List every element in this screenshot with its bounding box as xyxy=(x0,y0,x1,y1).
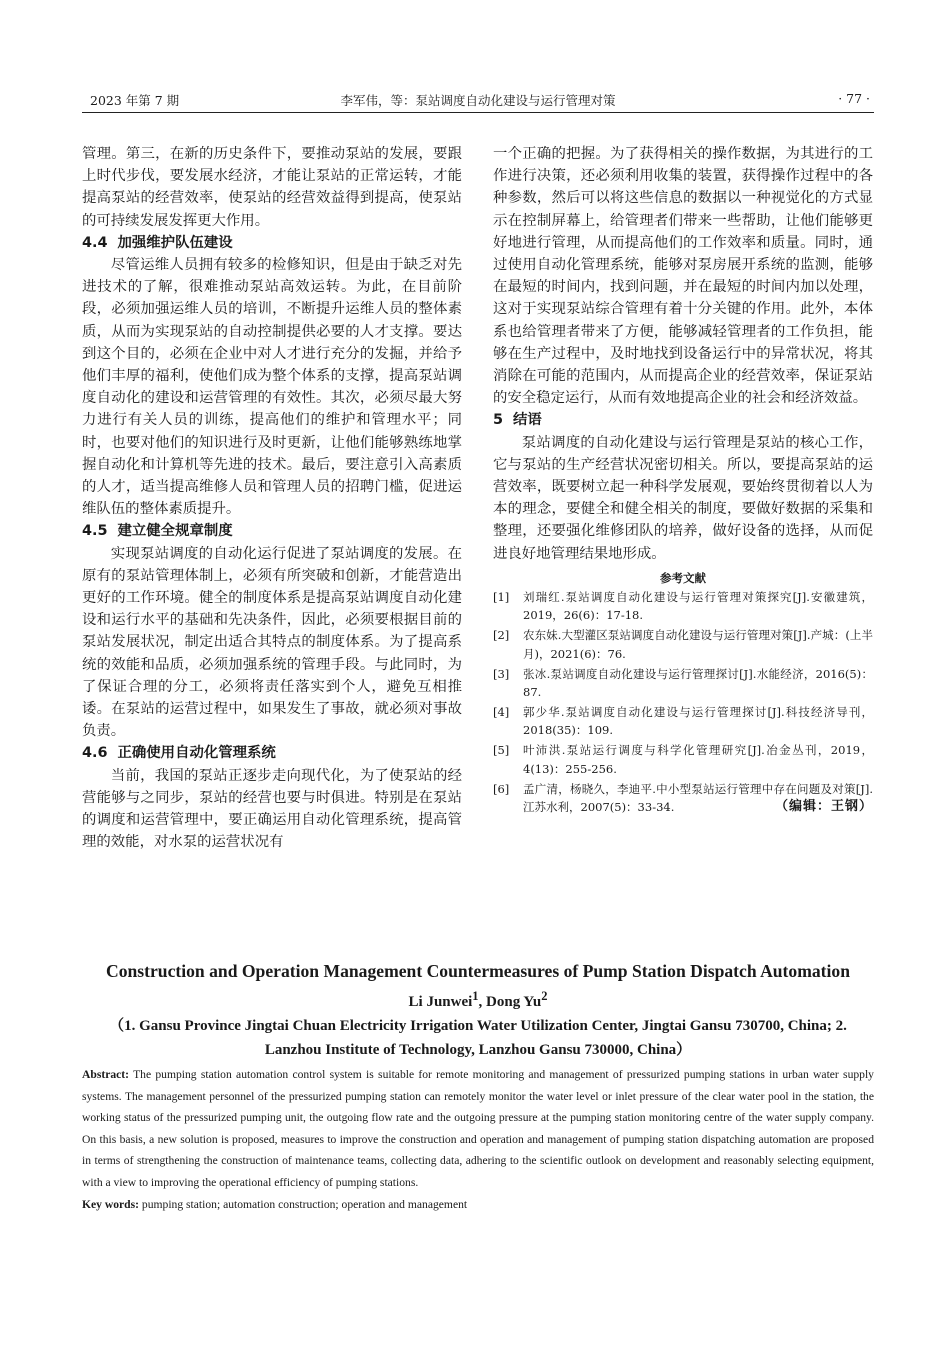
issue-label: 2023 年第 7 期 xyxy=(90,93,180,108)
section-heading-4-5 xyxy=(82,520,462,542)
author-separator: , xyxy=(478,994,487,1010)
english-authors xyxy=(82,984,874,1014)
abstract-text: The pumping station automation control system is suitable for remote monitoring and management of pressurized pumping stations in urban water supply systems. The management personnel of the pressurized pumping station can remotely monitor the water level or inlet pressure of the clear water pool in the station, the working status of the pressurized pumping unit, the outgoing flow rate and the outgoing pressure at the pumping station monitoring centre of the water supply company. On this basis, a new solution is proposed, measures to improve the construction and operation and management of pumping station dispatching automation are proposed in terms of strengthening the construction of maintenance teams, collecting data, adhering to the scientific outlook on development and reasonably selecting equipment, with a view to improving the operational efficiency of pumping stations. xyxy=(82,1068,874,1189)
paragraph: 尽管运维人员拥有较多的检修知识，但是由于缺乏对先进技术的了解，很难推动泵站高效运转。为此，在目前阶段，必须加强运维人员的培训，不断提升运维人员的整体素质，从而为实现泵站的自动控制提供必要的人才支撑。要达到这个目的，必须在企业中对人才进行充分的发掘，并给予他们丰厚的福利，使他们成为整个体系的支撑，提高泵站调度自动化的建设和运营管理的有效性。其次，必须尽最大努力进行有关人员的训练，提高他们的维护和管理水平；同时，也要对他们的知识进行及时更新，让他们能够熟练地掌握自动化和计算机等先进的技术。最后，要注意引入高素质的人才，适当提高维修人员和管理人员的招聘门槛，促进运维队伍的整体素质提升。 xyxy=(82,257,462,518)
paragraph: 当前，我国的泵站正逐步走向现代化，为了使泵站的经营能够与之同步，泵站的经营也要与时俱进。特别是在泵站的调度和运营管理中，要正确运用自动化管理系统，提高管理的效能，对水泵的运营状况有 xyxy=(82,767,462,851)
author-name: Dong Yu xyxy=(486,994,542,1010)
section-title: 正确使用自动化管理系统 xyxy=(117,745,276,762)
reference-number: [5] xyxy=(493,743,510,758)
reference-number: [4] xyxy=(493,705,510,720)
english-abstract xyxy=(82,1064,874,1194)
reference-item xyxy=(493,741,873,778)
reference-number: [3] xyxy=(493,666,510,681)
keywords-text: pumping station; automation construction; operation and management xyxy=(141,1197,468,1211)
section-number: 4.5 xyxy=(82,523,108,540)
paragraph-continued: 管理。第三，在新的历史条件下，要推动泵站的发展，要跟上时代步伐，要发展水经济，才能让泵站的正常运转，才能提高泵站的经营效率，使泵站的经营效益得到提高，使泵站的可持续发展发挥更大作用。 xyxy=(82,146,462,229)
section-title: 加强维护队伍建设 xyxy=(117,234,233,251)
reference-list xyxy=(493,588,873,817)
english-keywords xyxy=(82,1194,874,1216)
reference-text: 孟广清，杨晓久，李迪平.中小型泵站运行管理中存在问题及对策[J].江苏水利，2007(5)：33-34. xyxy=(523,781,873,815)
reference-item xyxy=(493,588,873,625)
author-superscript: 1 xyxy=(472,989,479,1003)
reference-item xyxy=(493,703,873,740)
page-number: · 77 · xyxy=(838,91,870,106)
reference-number: [2] xyxy=(493,628,510,643)
section-title: 结语 xyxy=(513,412,542,429)
abstract-label: Abstract: xyxy=(82,1068,130,1081)
reference-text: 叶沛洪.泵站运行调度与科学化管理研究[J].冶金丛刊，2019，4(13)：255-256. xyxy=(523,743,873,776)
section-number: 4.4 xyxy=(82,234,108,251)
reference-number: [1] xyxy=(493,589,510,604)
keywords-label: Key words: xyxy=(82,1197,139,1211)
section-title: 建立健全规章制度 xyxy=(117,523,233,540)
section-heading-4-6 xyxy=(82,742,462,764)
editor-note: （编辑：王钢） xyxy=(774,799,873,815)
author-name: Li Junwei xyxy=(408,994,473,1010)
section-number: 4.6 xyxy=(82,745,108,762)
running-header xyxy=(82,91,874,111)
paragraph: 泵站调度的自动化建设与运行管理是泵站的核心工作，它与泵站的生产经营状况密切相关。所以，要提高泵站的运营效率，既要树立起一种科学发展观，要始终贯彻着以人为本的理念，要健全和健全相关的制度，要做好数据的采集和整理，还要强化维修团队的培养，做好设备的选择，从而促进良好地管理结果地形成。 xyxy=(493,434,873,562)
right-column xyxy=(493,143,873,818)
english-abstract-block xyxy=(82,958,874,1215)
author-superscript: 2 xyxy=(541,989,548,1003)
english-affiliation: （1. Gansu Province Jingtai Chuan Electricity Irrigation Water Utilization Center, Jingtai Gansu 730700, China; 2. Lanzhou Institute of Technology, Lanzhou Gansu 730000, China） xyxy=(109,1018,847,1058)
section-heading-4-4 xyxy=(82,232,462,254)
reference-item xyxy=(493,780,873,817)
reference-text: 张冰.泵站调度自动化建设与运行管理探讨[J].水能经济，2016(5)：87. xyxy=(523,666,873,700)
reference-number: [6] xyxy=(493,781,510,796)
reference-item xyxy=(493,626,873,663)
running-title: 李军伟，等：泵站调度自动化建设与运行管理对策 xyxy=(340,93,616,108)
references-heading: 参考文献 xyxy=(660,570,706,585)
section-number: 5 xyxy=(493,412,504,429)
reference-text: 农东妹.大型灌区泵站调度自动化建设与运行管理对策[J].产城：(上半月)，2021(6)：76. xyxy=(523,628,873,661)
paragraph-continued: 一个正确的把握。为了获得相关的操作数据，为其进行的工作进行决策，还必须利用收集的装置，获得操作过程中的各种参数，然后可以将这些信息的数据以一种视觉化的方式显示在控制屏幕上，给管理者们带来一些帮助，让他们能够更好地进行管理，从而提高他们的工作效率和质量。同时，通过使用自动化管理系统，能够对泵房展开系统的监测，能够在最短的时间内，找到问题，并在最短的时间内加以处理，这对于实现泵站综合管理有着十分关键的作用。此外，本体系也给管理者带来了方便，能够减轻管理者的工作负担，能够在生产过程中，及时地找到设备运行中的异常状况，将其消除在可能的范围内，从而提高企业的经营效率，保证泵站的安全稳定运行，从而有效地提高企业的社会和经济效益。 xyxy=(493,146,873,407)
left-column xyxy=(82,143,462,854)
reference-item xyxy=(493,665,873,702)
english-title: Construction and Operation Management Countermeasures of Pump Station Dispatch Automation xyxy=(105,961,850,981)
reference-text: 刘瑞红.泵站调度自动化建设与运行管理对策探究[J].安徽建筑，2019，26(6)：17-18. xyxy=(523,589,873,623)
header-divider xyxy=(82,112,874,113)
paragraph: 实现泵站调度的自动化运行促进了泵站调度的发展。在原有的泵站管理体制上，必须有所突破和创新，才能营造出更好的工作环境。健全的制度体系是提高泵站调度自动化建设和运行水平的基础和先决条件，因此，必须要根据目前的泵站发展状况，制定出适合其特点的制度体系。为了提高系统的效能和品质，必须加强系统的管理手段。与此同时，为了保证合理的分工，必须将责任落实到个人，避免互相推诿。在泵站的运营过程中，如果发生了事故，就必须对事故负责。 xyxy=(82,545,462,740)
section-heading-5 xyxy=(493,409,873,431)
reference-text: 郭少华.泵站调度自动化建设与运行管理探讨[J].科技经济导刊，2018(35)：109. xyxy=(523,705,873,738)
